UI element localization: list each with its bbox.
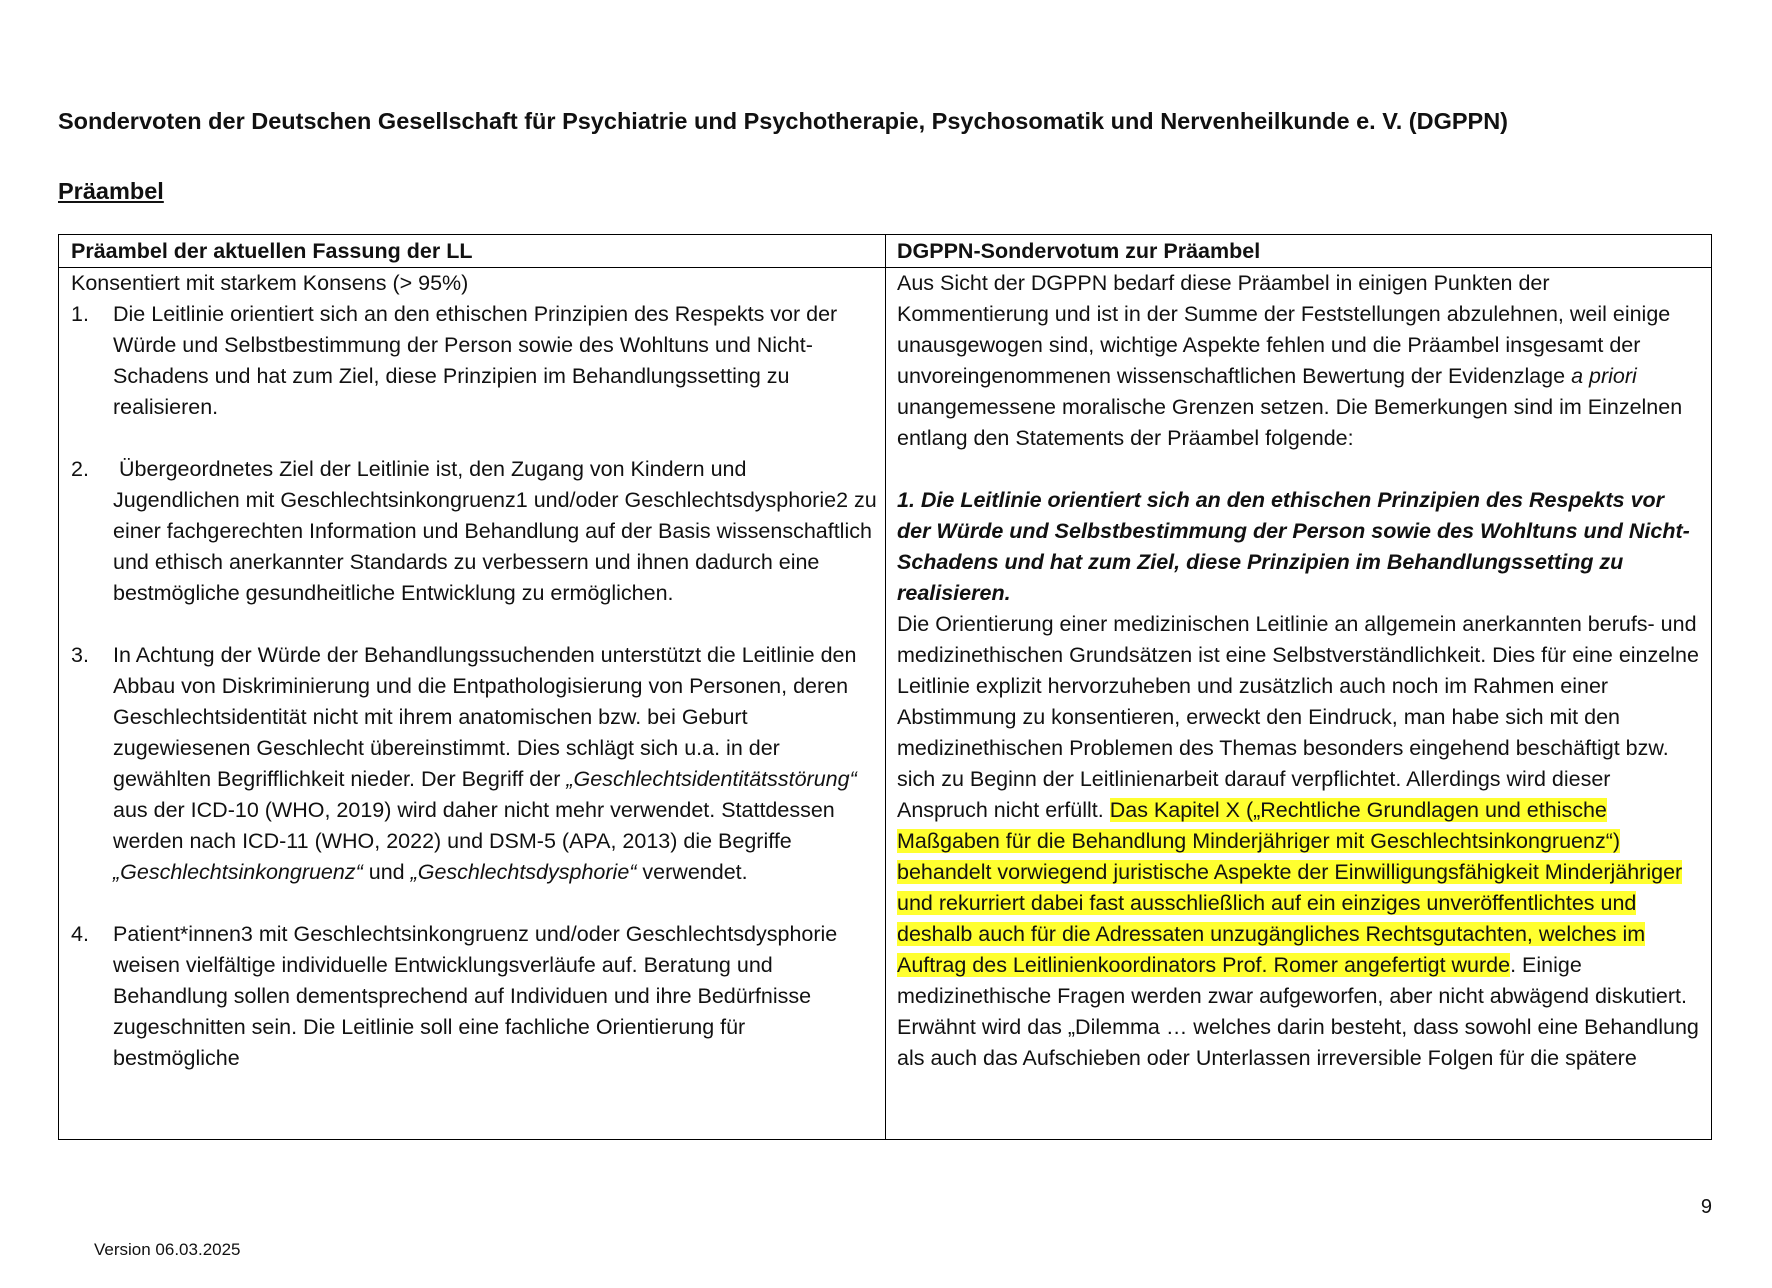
item-text-part: aus der ICD-10 (WHO, 2019) wird daher nicht mehr verwendet. Stattdessen werden nach ICD-11 (WHO, 2022) und DSM-5 (APA, 2013) die Begriffe [113,798,835,853]
consensus-note: Konsentiert mit starkem Konsens (> 95%) [71,271,469,295]
highlighted-passage: Das Kapitel X („Rechtliche Grundlagen und ethische Maßgaben für die Behandlung Minderjähriger mit Geschlechtsinkongruenz“) behandelt vorwiegend juristische Aspekte der Einwilligungsfähigkeit Minderjähriger und rekurriert dabei fast ausschließlich auf ein einziges unveröffentlichtes und deshalb auch für die Adressaten unzugängliches Rechtsgutachten, welches im Auftrag des Leitlinienkoordinators Prof. Romer angefertigt wurde [897,798,1683,977]
document-title: Sondervoten der Deutschen Gesellschaft für Psychiatrie und Psychotherapie, Psychosomatik und Nervenheilkunde e. V. (DGPPN) [58,108,1509,134]
section-heading: Präambel [58,178,164,204]
comment-text: . Einige medizinethische Fragen werden zwar aufgeworfen, aber nicht abwägend diskutiert. Erwähnt wird das „Dilemma … welches darin besteht, dass sowohl eine Behandlung als auch das Aufschieben oder Unterlassen irreversible Folgen für die spätere [897,953,1699,1070]
item-text-part: und [362,860,411,884]
item-number: 1. [71,302,89,326]
right-column-header: DGPPN-Sondervotum zur Präambel [897,239,1261,263]
preamble-item [71,454,883,609]
preamble-item [71,919,877,1074]
comment-text: Die Orientierung einer medizinischen Leitlinie an allgemein anerkannten berufs- und medizinethischen Grundsätzen ist eine Selbstverständlichkeit. Dies für eine einzelne Leitlinie explizit hervorzuheben und zusätzlich auch noch im Rahmen einer Abstimmung zu konsentieren, erweckt den Eindruck, man habe sich mit den medizinethischen Problemen des Themas besonders eingehend beschäftigt bzw. sich zu Beginn der Leitlinienarbeit darauf verpflichtet. Allerdings wird dieser Anspruch nicht erfüllt. [897,612,1699,822]
item-text [113,640,877,888]
item-text: Die Leitlinie orientiert sich an den ethischen Prinzipien des Respekts vor der Würde und Selbstbestimmung der Person sowie des Wohltuns und Nicht-Schadens und hat zum Ziel, diese Prinzipien im Behandlungssetting zu realisieren. [113,302,838,419]
quoted-statement-1: 1. Die Leitlinie orientiert sich an den ethischen Prinzipien des Respekts vor der Würde und Selbstbestimmung der Person sowie des Wohltuns und Nicht-Schadens und hat zum Ziel, diese Prinzipien im Behandlungssetting zu realisieren. [897,488,1690,605]
left-column-body [71,268,883,1074]
item-number: 4. [71,922,89,946]
item-text-part: verwendet. [636,860,748,884]
item-text-part: In Achtung der Würde der Behandlungssuchenden unterstützt die Leitlinie den Abbau von Diskriminierung und die Entpathologisierung von Personen, deren Geschlechtsidentität nicht mit ihrem anatomischen bzw. bei Geburt zugewiesenen Geschlecht übereinstimmt. Dies schlägt sich u.a. in der gewählten Begrifflichkeit nieder. Der Begriff der [113,643,857,791]
left-column-header: Präambel der aktuellen Fassung der LL [71,239,473,263]
column-divider [885,235,886,1139]
preamble-item [71,640,877,888]
page-number: 9 [1700,1196,1712,1218]
term-incongruence: „Geschlechtsinkongruenz“ [113,860,363,884]
intro-italic: a priori [1571,364,1637,388]
preamble-item [71,299,877,423]
right-column-body [897,268,1703,1074]
item-text: Übergeordnetes Ziel der Leitlinie ist, den Zugang von Kindern und Jugendlichen mit Geschlechtsinkongruenz1 und/oder Geschlechtsdysphorie2 zu einer fachgerechten Information und Behandlung auf der Basis wissenschaftlich und ethisch anerkannter Standards zu verbessern und ihnen dadurch eine bestmögliche gesundheitliche Entwicklung zu ermöglichen. [113,457,883,605]
dgppn-comment [897,609,1703,1074]
dgppn-intro [897,268,1703,454]
comparison-table [58,234,1712,1140]
term-dysphoria: „Geschlechtsdysphorie“ [410,860,637,884]
item-text: Patient*innen3 mit Geschlechtsinkongruenz und/oder Geschlechtsdysphorie weisen vielfältige individuelle Entwicklungsverläufe auf. Beratung und Behandlung sollen dementsprechend auf Individuen und ihre Bedürfnisse zugeschnitten sein. Die Leitlinie soll eine fachliche Orientierung für bestmögliche [113,922,838,1070]
item-number: 3. [71,643,89,667]
term-icd10: „Geschlechtsidentitätsstörung“ [566,767,857,791]
version-label: Version 06.03.2025 [94,1240,241,1259]
intro-text: unangemessene moralische Grenzen setzen. Die Bemerkungen sind im Einzelnen entlang den Statements der Präambel folgende: [897,395,1683,450]
item-number: 2. [71,457,89,481]
intro-text: Aus Sicht der DGPPN bedarf diese Präambel in einigen Punkten der Kommentierung und ist in der Summe der Feststellungen abzulehnen, weil einige unausgewogen sind, wichtige Aspekte fehlen und die Präambel insgesamt der unvoreingenommenen wissenschaftlichen Bewertung der Evidenzlage [897,271,1671,388]
